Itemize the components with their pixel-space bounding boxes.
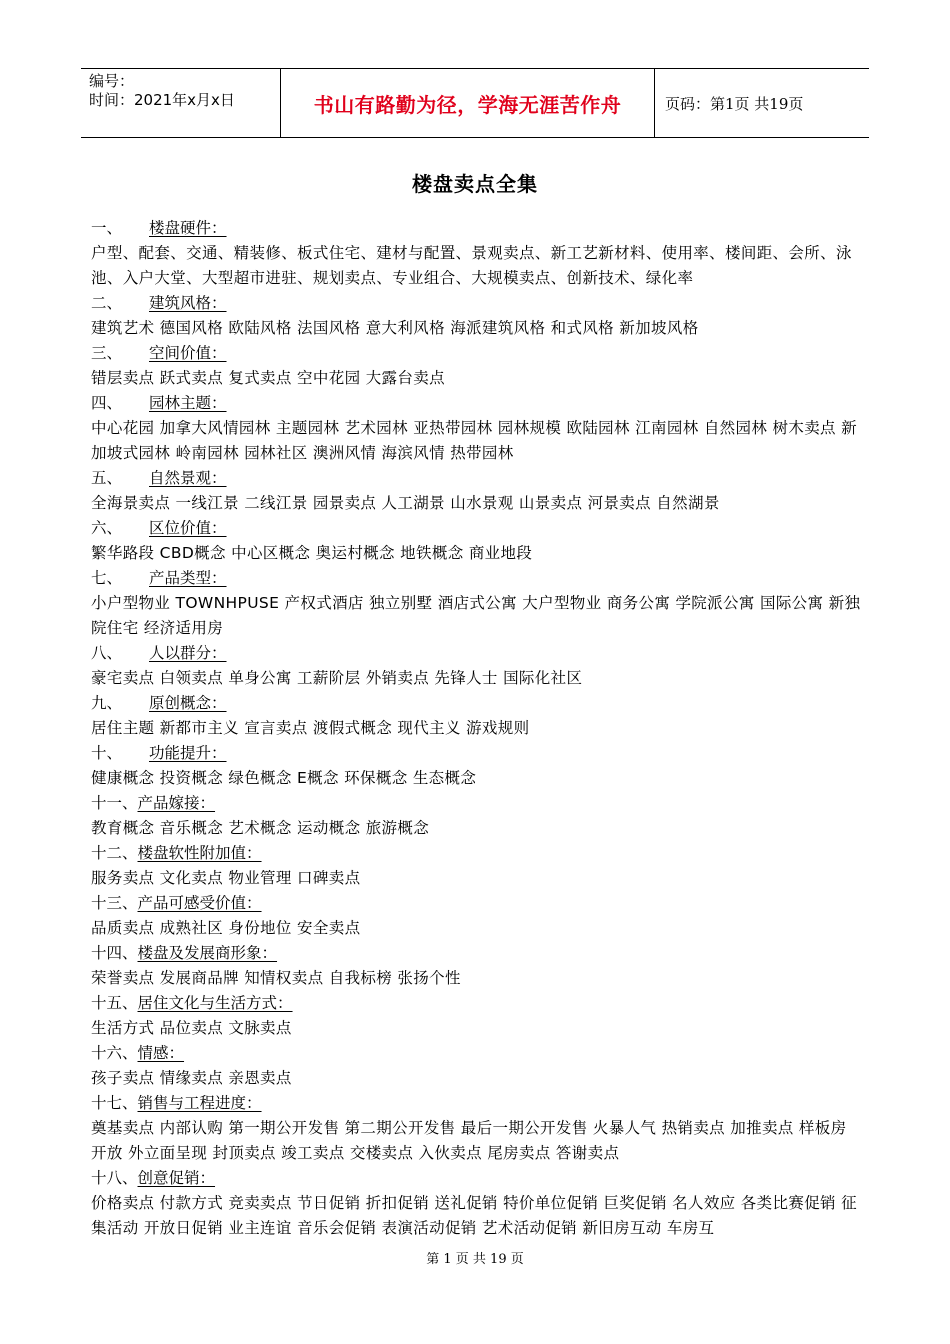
- section-title: 楼盘软性附加值：: [137, 844, 262, 862]
- section-number: 六、: [91, 519, 123, 537]
- section-body: 荣誉卖点 发展商品牌 知情权卖点 自我标榜 张扬个性: [91, 969, 461, 987]
- section-body: 建筑艺术 德国风格 欧陆风格 法国风格 意大利风格 海派建筑风格 和式风格 新加坡风格: [91, 319, 699, 337]
- section-number: 十八、: [91, 1169, 138, 1187]
- content-body: [91, 216, 861, 1241]
- section-heading: [91, 741, 861, 766]
- section-number: 十、: [91, 744, 123, 762]
- section-title: 居住文化与生活方式：: [137, 994, 293, 1012]
- section-title: 销售与工程进度：: [137, 1094, 262, 1112]
- section-body: 繁华路段 CBD概念 中心区概念 奥运村概念 地铁概念 商业地段: [91, 544, 533, 562]
- section-heading: [91, 891, 861, 916]
- section-heading: [91, 1166, 861, 1191]
- section-heading: [91, 341, 861, 366]
- section-number: 二、: [91, 294, 123, 312]
- section-number: 十一、: [91, 794, 138, 812]
- section-number: 七、: [91, 569, 123, 587]
- section-body: 豪宅卖点 白领卖点 单身公寓 工薪阶层 外销卖点 先锋人士 国际化社区: [91, 669, 583, 687]
- section-title: 空间价值：: [149, 344, 227, 362]
- section-title: 功能提升：: [149, 744, 227, 762]
- section-title: 情感：: [137, 1044, 185, 1062]
- section-body: 服务卖点 文化卖点 物业管理 口碑卖点: [91, 869, 361, 887]
- section-heading: [91, 841, 861, 866]
- section-number: 三、: [91, 344, 123, 362]
- section-title: 产品可感受价值：: [137, 894, 262, 912]
- header-meta-cell: [81, 69, 281, 137]
- section-body: 教育概念 音乐概念 艺术概念 运动概念 旅游概念: [91, 819, 430, 837]
- header-table: [81, 68, 869, 138]
- section-body: 奠基卖点 内部认购 第一期公开发售 第二期公开发售 最后一期公开发售 火暴人气 热销卖点 加推卖点 样板房开放 外立面呈现 封顶卖点 竣工卖点 交楼卖点 入伙卖点 尾房卖点 答谢卖点: [91, 1119, 847, 1162]
- section-number: 八、: [91, 644, 123, 662]
- section-heading: [91, 991, 861, 1016]
- section-number: 十三、: [91, 894, 138, 912]
- section-body: 户型、配套、交通、精装修、板式住宅、建材与配置、景观卖点、新工艺新材料、使用率、楼间距、会所、泳池、入户大堂、大型超市进驻、规划卖点、专业组合、大规模卖点、创新技术、绿化率: [91, 244, 852, 287]
- section-body: 品质卖点 成熟社区 身份地位 安全卖点: [91, 919, 361, 937]
- section-heading: [91, 216, 861, 241]
- section-number: 四、: [91, 394, 123, 412]
- section-body: 小户型物业 TOWNHPUSE 产权式酒店 独立别墅 酒店式公寓 大户型物业 商务公寓 学院派公寓 国际公寓 新独院住宅 经济适用房: [91, 594, 861, 637]
- section-body: 中心花园 加拿大风情园林 主题园林 艺术园林 亚热带园林 园林规模 欧陆园林 江南园林 自然园林 树木卖点 新加坡式园林 岭南园林 园林社区 澳洲风情 海滨风情 热带园林: [91, 419, 858, 462]
- section-number: 一、: [91, 219, 123, 237]
- section-number: 十四、: [91, 944, 138, 962]
- section-title: 原创概念：: [149, 694, 227, 712]
- section-title: 产品嫁接：: [137, 794, 216, 812]
- section-title: 产品类型：: [149, 569, 227, 587]
- section-body: 全海景卖点 一线江景 二线江景 园景卖点 人工湖景 山水景观 山景卖点 河景卖点 自然湖景: [91, 494, 720, 512]
- section-body: 居住主题 新都市主义 宣言卖点 渡假式概念 现代主义 游戏规则: [91, 719, 530, 737]
- section-heading: [91, 1041, 861, 1066]
- section-title: 自然景观：: [149, 469, 227, 487]
- number-label: 编号：: [89, 72, 135, 90]
- section-heading: [91, 941, 861, 966]
- section-body: 错层卖点 跃式卖点 复式卖点 空中花园 大露台卖点: [91, 369, 445, 387]
- section-number: 十二、: [91, 844, 138, 862]
- header-page-info: 页码：第1页 共19页: [665, 94, 804, 113]
- section-body: 生活方式 品位卖点 文脉卖点: [91, 1019, 292, 1037]
- section-title: 楼盘硬件：: [149, 219, 227, 237]
- section-title: 楼盘及发展商形象：: [137, 944, 278, 962]
- section-heading: [91, 791, 861, 816]
- section-heading: [91, 466, 861, 491]
- section-title: 人以群分：: [149, 644, 227, 662]
- section-heading: [91, 516, 861, 541]
- section-number: 十五、: [91, 994, 138, 1012]
- section-heading: [91, 566, 861, 591]
- section-number: 十六、: [91, 1044, 138, 1062]
- section-title: 建筑风格：: [149, 294, 227, 312]
- section-title: 创意促销：: [137, 1169, 216, 1187]
- page-title: 楼盘卖点全集: [412, 172, 538, 196]
- section-number: 十七、: [91, 1094, 138, 1112]
- time-label: 时间：2021年x月x日: [89, 91, 235, 109]
- header-motto: 书山有路勤为径，学海无涯苦作舟: [281, 69, 655, 137]
- section-heading: [91, 641, 861, 666]
- page-footer: 第 1 页 共 19 页: [426, 1252, 524, 1267]
- section-heading: [91, 691, 861, 716]
- section-body: 孩子卖点 情缘卖点 亲恩卖点: [91, 1069, 292, 1087]
- section-title: 园林主题：: [149, 394, 227, 412]
- section-heading: [91, 391, 861, 416]
- section-number: 五、: [91, 469, 123, 487]
- section-body: 价格卖点 付款方式 竞卖卖点 节日促销 折扣促销 送礼促销 特价单位促销 巨奖促销 名人效应 各类比赛促销 征集活动 开放日促销 业主连谊 音乐会促销 表演活动促销 艺术活动促销 新旧房互动 车房互: [91, 1194, 858, 1237]
- section-heading: [91, 1091, 861, 1116]
- section-title: 区位价值：: [149, 519, 227, 537]
- section-heading: [91, 291, 861, 316]
- section-number: 九、: [91, 694, 123, 712]
- section-body: 健康概念 投资概念 绿色概念 E概念 环保概念 生态概念: [91, 769, 477, 787]
